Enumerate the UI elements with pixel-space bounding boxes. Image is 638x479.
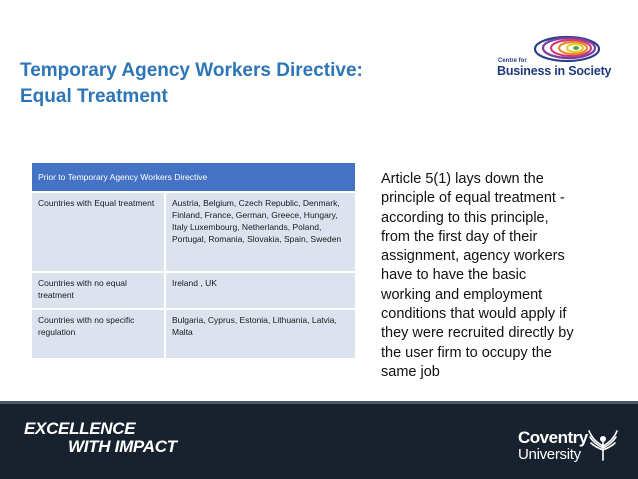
table-cell-countries: Austria, Belgium, Czech Republic, Denmark, Finland, France, German, Greece, Hungary, Italy Luxembourg, Netherlands, Poland, Portugal, Romania, Slovakia, Spain, Sweden	[165, 192, 355, 272]
university-name-line-2: University	[518, 446, 581, 463]
slide-title-line-1: Temporary Agency Workers Directive:	[20, 60, 363, 81]
slide-title	[20, 58, 420, 110]
table-cell-category: Countries with no specific regulation	[32, 309, 165, 358]
tagline-line-1: EXCELLENCE	[24, 419, 136, 438]
table-row	[32, 192, 355, 272]
slide-title-line-2: Equal Treatment	[20, 86, 168, 107]
footer-stripe	[0, 401, 638, 404]
article-line: from the first day of their	[381, 228, 538, 245]
table-cell-countries: Ireland , UK	[165, 272, 355, 309]
logo-small-text: Centre for	[498, 58, 527, 64]
eagle-icon	[586, 428, 620, 462]
article-line: same job	[381, 363, 440, 380]
logo-big-text: Business in Society	[497, 64, 612, 78]
article-line: principle of equal treatment -	[381, 190, 565, 207]
table-row	[32, 272, 355, 309]
article-text	[381, 170, 613, 382]
table-cell-category: Countries with Equal treatment	[32, 192, 165, 272]
article-line: assignment, agency workers	[381, 248, 565, 265]
table-row	[32, 309, 355, 358]
tagline-line-2: WITH IMPACT	[68, 437, 177, 456]
table-cell-category: Countries with no equal treatment	[32, 272, 165, 309]
university-name-line-1: Coventry	[518, 428, 588, 447]
article-line: conditions that would apply if	[381, 306, 567, 323]
article-line: they were recruited directly by	[381, 325, 574, 342]
article-line: the user firm to occupy the	[381, 344, 552, 361]
directive-table	[32, 163, 355, 358]
centre-logo	[497, 34, 612, 96]
article-line: Article 5(1) lays down the	[381, 171, 544, 187]
table-header: Prior to Temporary Agency Workers Directive	[32, 163, 355, 192]
article-line: according to this principle,	[381, 209, 549, 226]
article-line: have to have the basic	[381, 267, 527, 284]
article-line: working and employment	[381, 286, 543, 303]
table-cell-countries: Bulgaria, Cyprus, Estonia, Lithuania, Latvia, Malta	[165, 309, 355, 358]
